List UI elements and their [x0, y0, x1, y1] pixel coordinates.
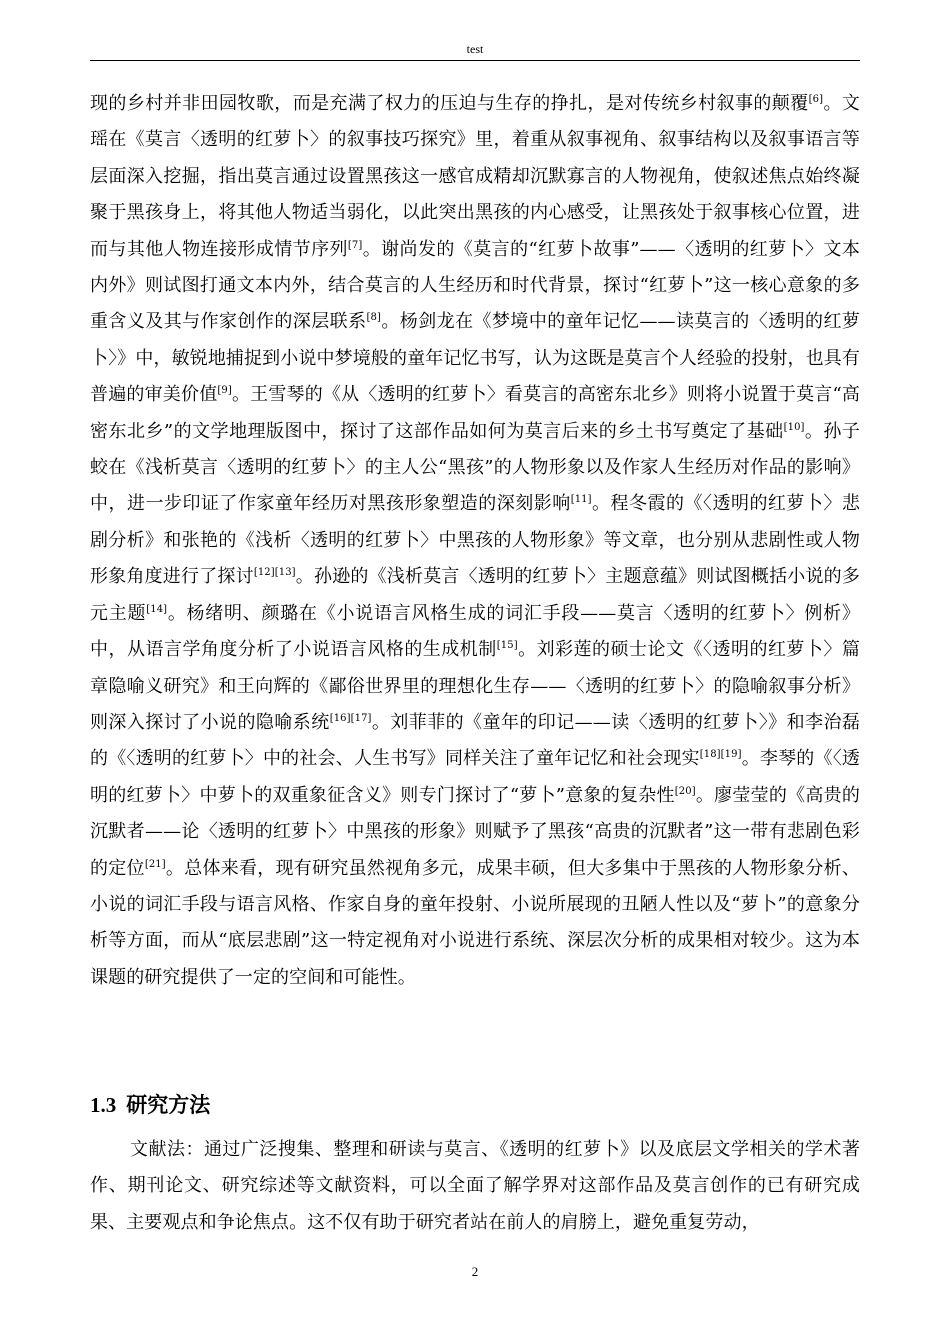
text-segment: 。刘菲菲的《童年的印记——读〈透明的红萝卜〉》和李治磊的《〈透明的红萝卜〉中的社会、人生书写》同样关注了童年记忆和社会现实 — [90, 711, 860, 770]
citation-ref: [16][17] — [329, 712, 372, 724]
text-segment: 。杨剑龙在《梦境中的童年记忆——读莫言的〈透明的红萝卜〉》中，敏锐地捕捉到小说中梦境般的童年记忆书写，认为这既是莫言个人经验的投射，也具有普遍的审美价值 — [90, 311, 861, 406]
citation-ref: [10] — [783, 421, 805, 433]
text-segment: 。孙逊的《浅析莫言〈透明的红萝卜〉主题意蕴》则试图概括小说的多元主题 — [90, 566, 860, 624]
page-number: 2 — [471, 1264, 479, 1279]
method-paragraph — [90, 1132, 860, 1241]
text-segment: 。李琴的《〈透明的红萝卜〉中萝卜的双重象征含义》则专门探讨了“萝卜”意象的复杂性 — [90, 748, 860, 806]
citation-ref: [7] — [347, 239, 363, 251]
section-heading — [90, 1090, 210, 1120]
paragraph-text — [90, 1132, 860, 1241]
text-segment: 文献法：通过广泛搜集、整理和研读与莫言、《透明的红萝卜》以及底层文学相关的学术著作、期刊论文、研究综述等文献资料，可以全面了解学界对这部作品及莫言创作的已有研究成果、主要观点和争论焦点。这不仅有助于研究者站在前人的肩膀上，避免重复劳动， — [90, 1139, 860, 1233]
text-segment: 。谢尚发的《莫言的“红萝卜故事”——〈透明的红萝卜〉文本内外》则试图打通文本内外，结合莫言的人生经历和时代背景，探讨“红萝卜”这一核心意象的多重含义及其与作家创作的深层联系 — [90, 238, 860, 333]
citation-ref: [21] — [144, 858, 166, 870]
text-segment: 。廖莹莹的《高贵的沉默者——论〈透明的红萝卜〉中黑孩的形象》则赋予了黑孩“高贵的沉默者”这一带有悲剧色彩的定位 — [90, 784, 861, 879]
literature-review-paragraph — [90, 86, 860, 996]
text-segment: 现的乡村并非田园牧歌，而是充满了权力的压迫与生存的挣扎，是对传统乡村叙事的颠覆 — [90, 93, 809, 114]
section-number: 1.3 — [90, 1093, 117, 1117]
section-title: 研究方法 — [126, 1092, 211, 1117]
citation-ref: [14] — [146, 603, 168, 615]
citation-ref: [12][13] — [253, 567, 296, 579]
text-segment: 。总体来看，现有研究虽然视角多元，成果丰硕，但大多集中于黑孩的人物形象分析、小说的词汇手段与语言风格、作家自身的童年投射、小说所展现的丑陋人性以及“萝卜”的意象分析等方面，而从“底层悲剧”这一特定视角对小说进行系统、深层次分析的成果相对较少。这为本课题的研究提供了一定的空间和可能性。 — [90, 857, 860, 988]
citation-ref: [18][19] — [699, 749, 742, 761]
citation-ref: [8] — [366, 312, 382, 324]
paragraph-text — [90, 86, 860, 996]
text-segment: 。文瑶在《莫言〈透明的红萝卜〉的叙事技巧探究》里，着重从叙事视角、叙事结构以及叙事语言等层面深入挖掘，指出莫言通过设置黑孩这一感官成精却沉默寡言的人物视角，使叙述焦点始终凝聚于黑孩身上，将其他人物适当弱化，以此突出黑孩的内心感受，让黑孩处于叙事核心位置，进而与其他人物连接形成情节序列 — [90, 93, 860, 260]
text-segment: 。王雪琴的《从〈透明的红萝卜〉看莫言的高密东北乡》则将小说置于莫言“高密东北乡”的文学地理版图中，探讨了这部作品如何为莫言后来的乡土书写奠定了基础 — [90, 384, 860, 442]
header-title: test — [466, 42, 484, 56]
text-segment: 。杨绪明、颜璐在《小说语言风格生成的词汇手段——莫言〈透明的红萝卜〉例析》中，从语言学角度分析了小说语言风格的生成机制 — [90, 602, 860, 661]
citation-ref: [9] — [217, 385, 232, 397]
citation-ref: [15] — [496, 640, 518, 652]
text-segment: 。程冬霞的《〈透明的红萝卜〉悲剧分析》和张艳的《浅析〈透明的红萝卜〉中黑孩的人物形象》等文章，也分别从悲剧性或人物形象角度进行了探讨 — [90, 493, 860, 588]
citation-ref: [20] — [674, 785, 696, 797]
citation-ref: [11] — [570, 494, 592, 506]
page-header — [90, 38, 860, 61]
text-segment: 。刘彩莲的硕士论文《〈透明的红萝卜〉篇章隐喻义研究》和王向辉的《鄙俗世界里的理想化生存——〈透明的红萝卜〉的隐喻叙事分析》则深入探讨了小说的隐喻系统 — [90, 639, 860, 733]
citation-ref: [6] — [808, 94, 824, 105]
text-segment: 。孙子蛟在《浅析莫言〈透明的红萝卜〉的主人公“黑孩”的人物形象以及作家人生经历对作品的影响》中，进一步印证了作家童年经历对黑孩形象塑造的深刻影响 — [90, 420, 860, 515]
